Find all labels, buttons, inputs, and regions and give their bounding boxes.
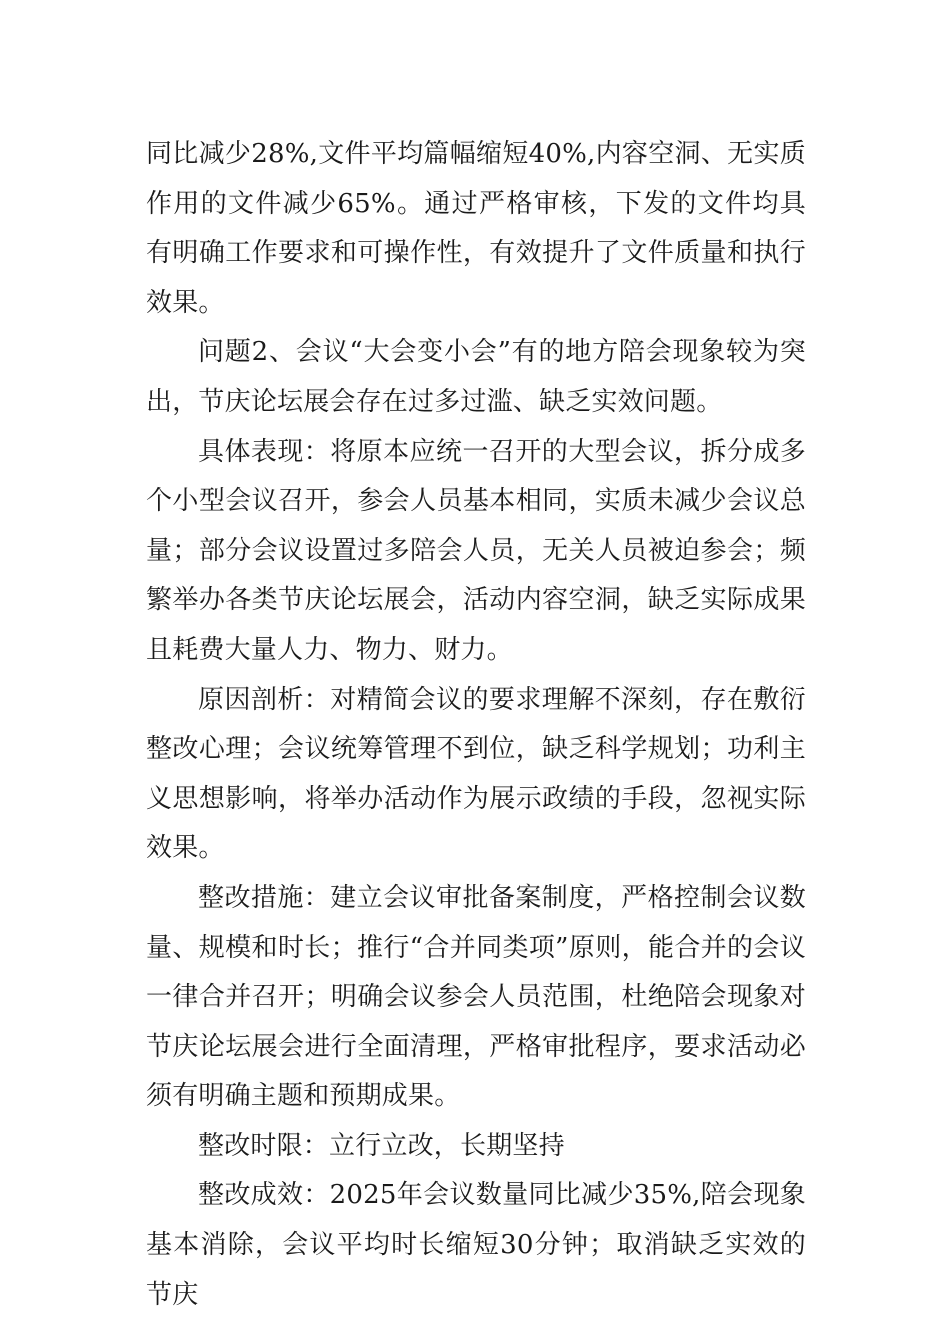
paragraph-rectification-results: 整改成效：2025年会议数量同比减少35%,陪会现象基本消除，会议平均时长缩短30分钟；取消缺乏实效的节庆 bbox=[146, 1180, 806, 1310]
paragraph-rectification-deadline: 整改时限：立行立改，长期坚持 bbox=[198, 1130, 565, 1161]
paragraph-manifestation: 具体表现：将原本应统一召开的大型会议，拆分成多个小型会议召开，参会人员基本相同，实质未减少会议总量；部分会议设置过多陪会人员，无关人员被迫参会；频繁举办各类节庆论坛展会，活动内容空洞，缺乏实际成果且耗费大量人力、物力、财力。 bbox=[146, 436, 806, 665]
paragraph-issue-2: 问题2、会议“大会变小会”有的地方陪会现象较为突出，节庆论坛展会存在过多过滥、缺乏实效问题。 bbox=[146, 337, 806, 417]
paragraph-rectification-measures: 整改措施：建立会议审批备案制度，严格控制会议数量、规模和时长；推行“合并同类项”原则，能合并的会议一律合并召开；明确会议参会人员范围，杜绝陪会现象对节庆论坛展会进行全面清理，严格审批程序，要求活动必须有明确主题和预期成果。 bbox=[146, 882, 806, 1112]
document-body bbox=[146, 130, 806, 1320]
paragraph-continuation: 同比减少28%,文件平均篇幅缩短40%,内容空洞、无实质作用的文件减少65%。通过严格审核，下发的文件均具有明确工作要求和可操作性，有效提升了文件质量和执行效果。 bbox=[146, 139, 806, 318]
paragraph-cause-analysis: 原因剖析：对精简会议的要求理解不深刻，存在敷衍整改心理；会议统筹管理不到位，缺乏科学规划；功利主义思想影响，将举办活动作为展示政绩的手段，忽视实际效果。 bbox=[146, 684, 806, 864]
